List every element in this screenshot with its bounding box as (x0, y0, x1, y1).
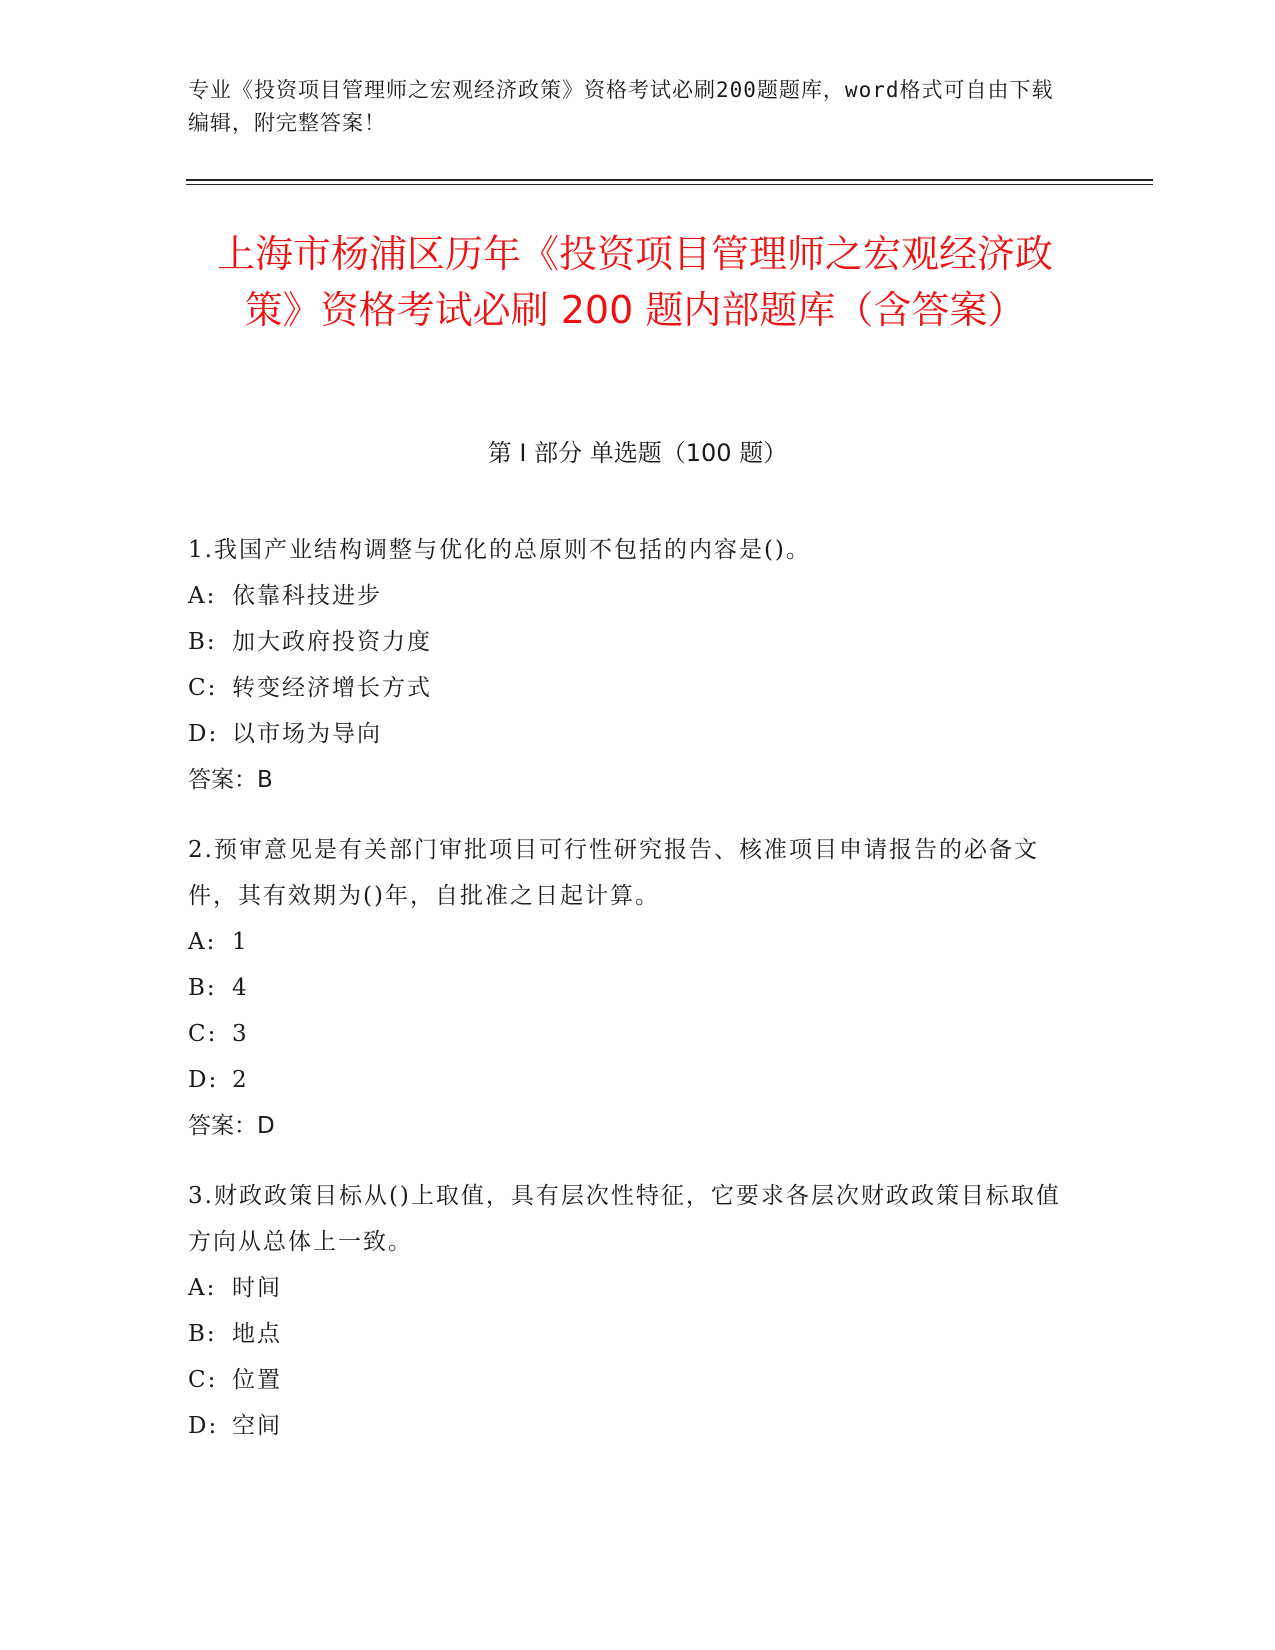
option-b (188, 965, 1068, 1011)
option-letter: D: (188, 721, 219, 747)
option-text: 时间 (232, 1275, 282, 1301)
question-item (188, 527, 1068, 803)
option-text: 2 (232, 1067, 249, 1093)
option-b (188, 1311, 1068, 1357)
option-d (188, 1403, 1068, 1449)
option-text: 依靠科技进步 (232, 583, 382, 609)
option-letter: D: (188, 1413, 219, 1439)
option-text: 空间 (232, 1413, 282, 1439)
option-letter: C: (188, 1367, 218, 1393)
option-a (188, 1265, 1068, 1311)
header-rule-thin (186, 184, 1153, 185)
option-d (188, 711, 1068, 757)
header-rule-thick (186, 179, 1153, 181)
option-b (188, 619, 1068, 665)
option-c (188, 1357, 1068, 1403)
option-text: 3 (232, 1021, 249, 1047)
answer-line: 答案：D (188, 1113, 275, 1139)
option-letter: C: (188, 1021, 218, 1047)
option-text: 4 (232, 975, 249, 1001)
question-stem: 2.预审意见是有关部门审批项目可行性研究报告、核准项目申请报告的必备文件，其有效期为()年，自批准之日起计算。 (188, 837, 1039, 909)
option-text: 位置 (232, 1367, 282, 1393)
option-text: 转变经济增长方式 (232, 675, 432, 701)
question-item (188, 1173, 1068, 1449)
option-text: 地点 (232, 1321, 282, 1347)
option-text: 1 (232, 929, 249, 955)
option-letter: B: (188, 975, 217, 1001)
option-a (188, 573, 1068, 619)
document-title: 上海市杨浦区历年《投资项目管理师之宏观经济政策》资格考试必刷 200 题内部题库（含答案） (216, 232, 1053, 332)
question-list (188, 527, 1068, 1473)
option-c (188, 1011, 1068, 1057)
option-letter: A: (188, 929, 217, 955)
header-note: 专业《投资项目管理师之宏观经济政策》资格考试必刷200题题库，word格式可自由下载编辑，附完整答案！ (188, 78, 1054, 135)
option-letter: A: (188, 1275, 217, 1301)
question-stem: 3.财政政策目标从()上取值，具有层次性特征，它要求各层次财政政策目标取值方向从总体上一致。 (188, 1183, 1061, 1255)
option-text: 以市场为导向 (232, 721, 382, 747)
option-d (188, 1057, 1068, 1103)
question-item (188, 827, 1068, 1149)
option-a (188, 919, 1068, 965)
answer-line: 答案：B (188, 767, 273, 793)
option-letter: B: (188, 629, 217, 655)
option-text: 加大政府投资力度 (232, 629, 432, 655)
option-c (188, 665, 1068, 711)
option-letter: C: (188, 675, 218, 701)
option-letter: D: (188, 1067, 219, 1093)
question-stem: 1.我国产业结构调整与优化的总原则不包括的内容是()。 (188, 537, 811, 563)
section-heading: 第 I 部分 单选题（100 题） (487, 439, 788, 467)
option-letter: B: (188, 1321, 217, 1347)
option-letter: A: (188, 583, 217, 609)
